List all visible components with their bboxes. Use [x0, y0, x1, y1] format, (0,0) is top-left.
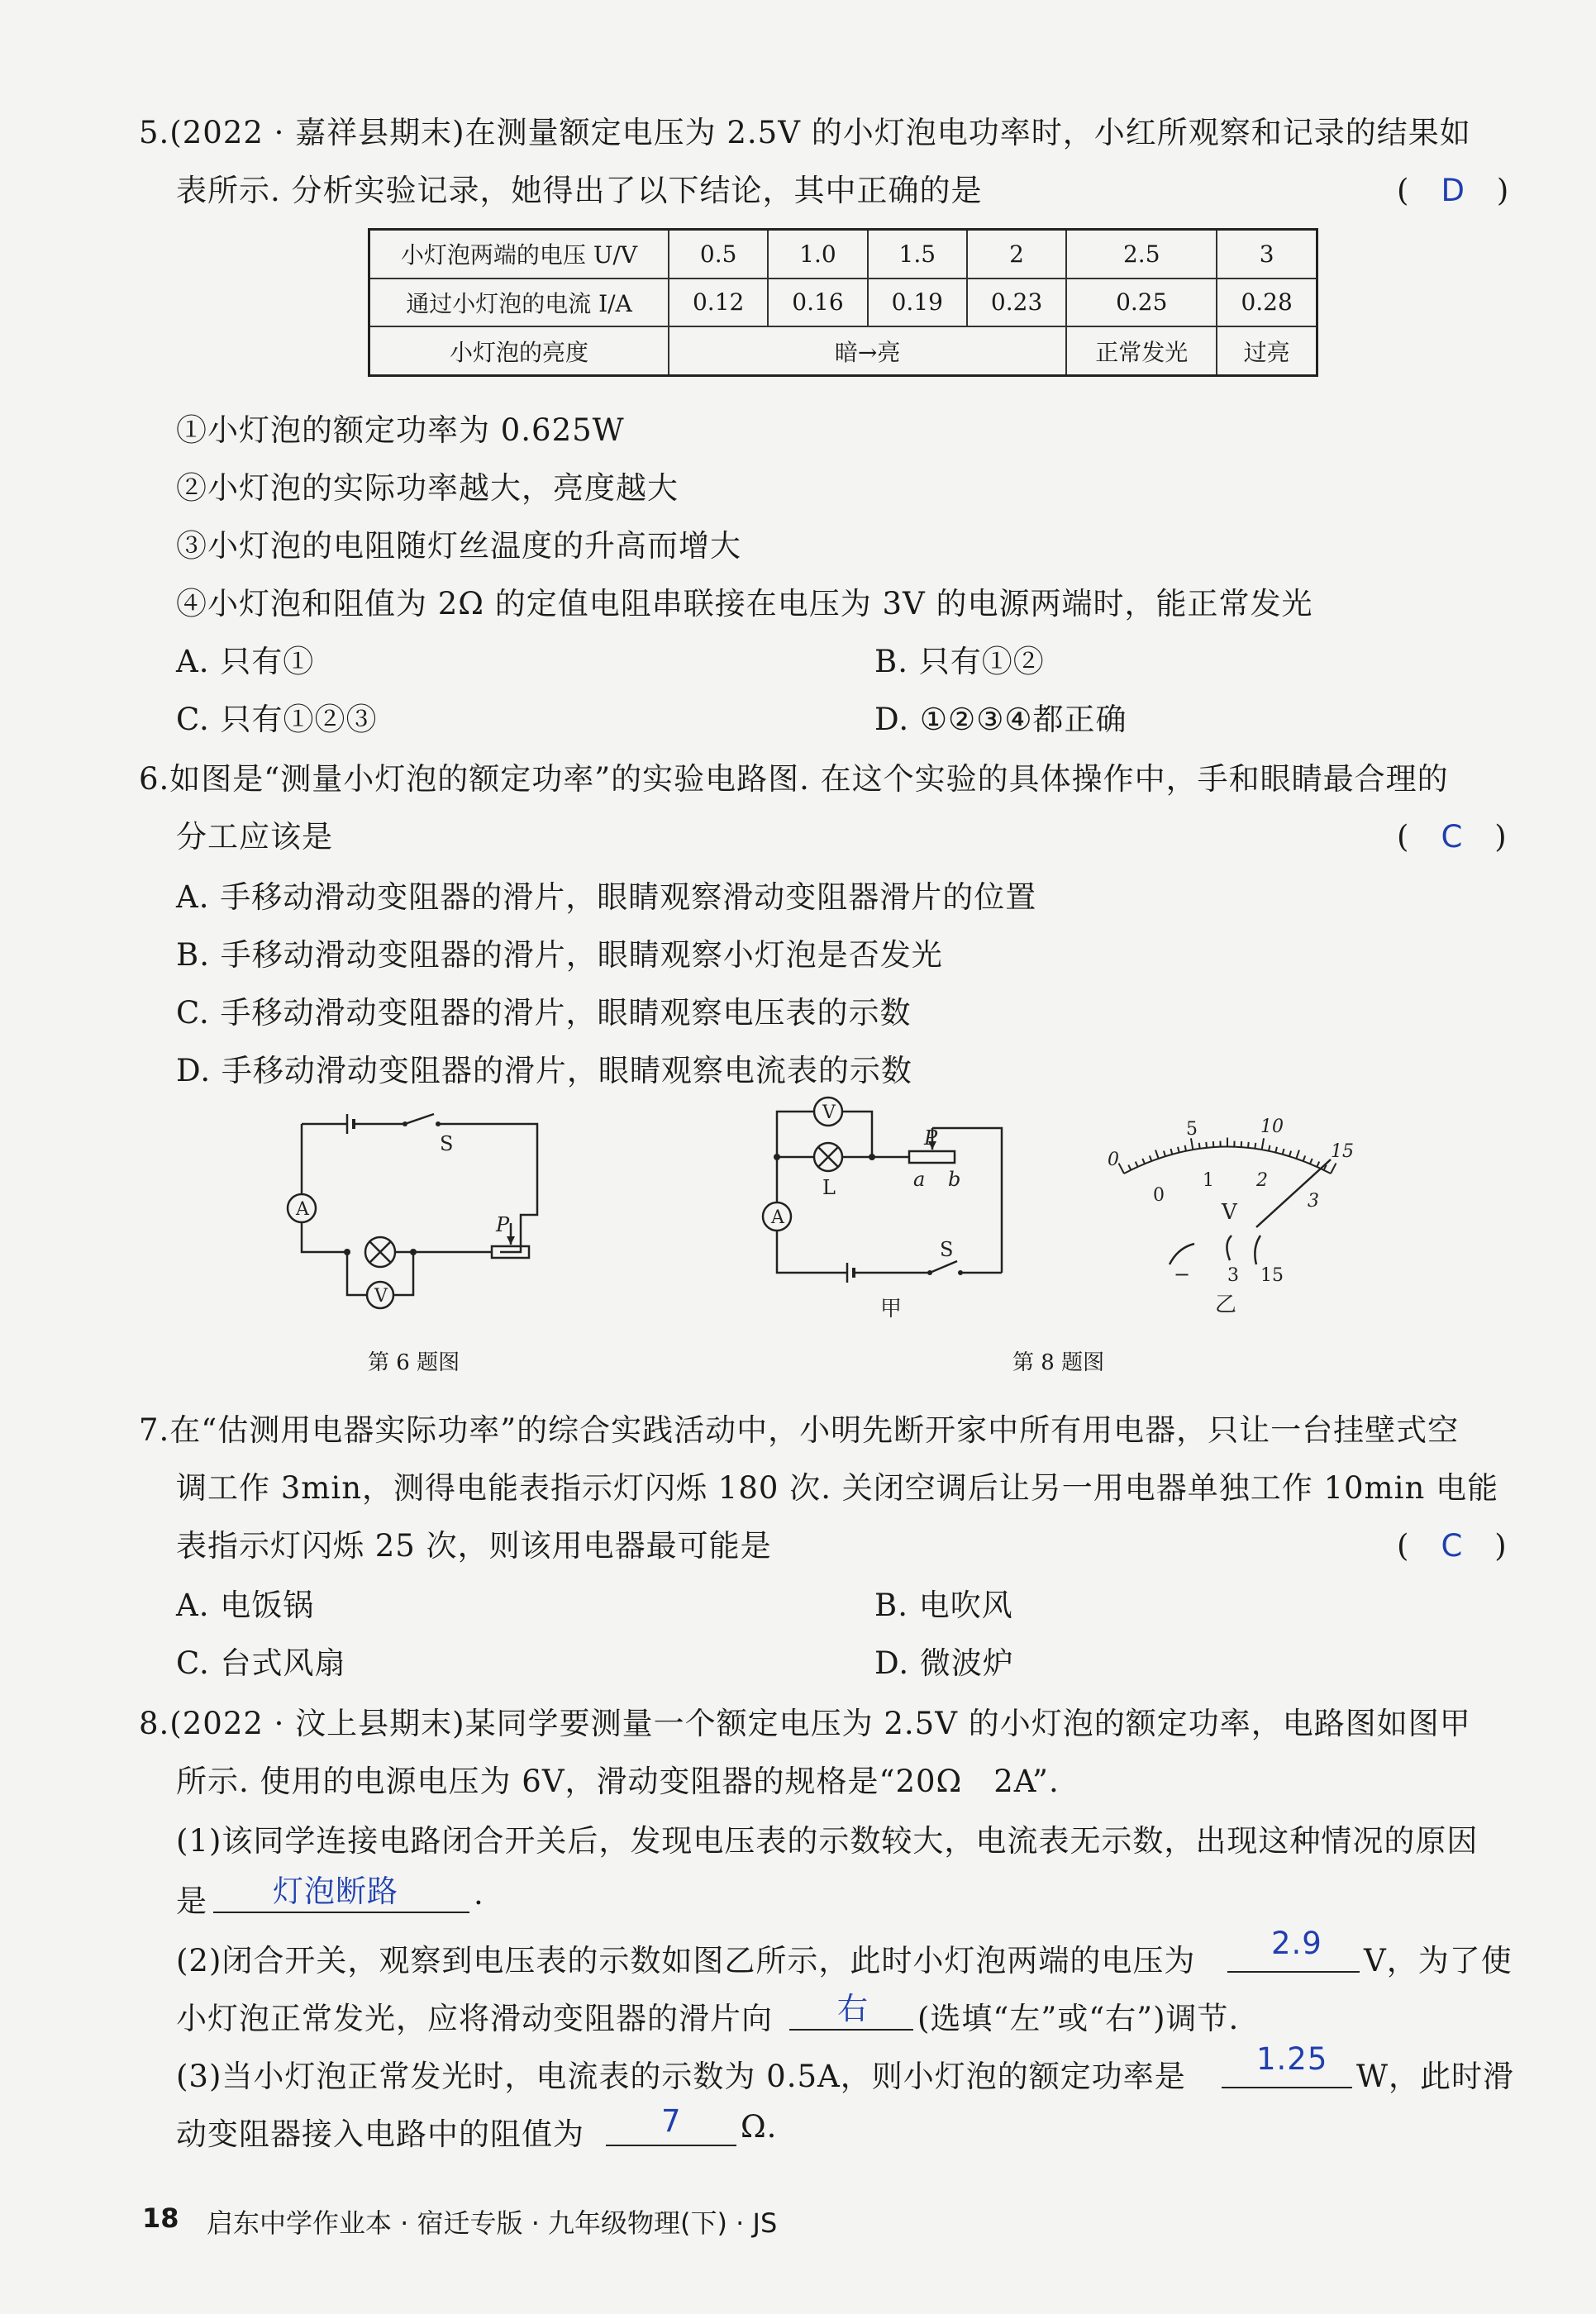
q6-option-b: B. 手移动滑动变阻器的滑片，眼睛观察小灯泡是否发光 — [176, 937, 943, 973]
page-number: 18 — [142, 2202, 179, 2234]
scale-top-10: 10 — [1260, 1117, 1284, 1137]
q8-part3-text-b: W，此时滑 — [1356, 2059, 1515, 2094]
table-row — [369, 279, 1317, 327]
q8-part3-blank2 — [606, 2145, 736, 2146]
q8-part1-line1: (1)该同学连接电路闭合开关后，发现电压表的示数较大，电流表无示数，出现这种情况的原因 — [176, 1823, 1479, 1859]
fig8-circuit-diagram — [744, 1083, 1025, 1339]
fig8-label-jia: 甲 — [880, 1297, 903, 1321]
table-cell: 3 — [1217, 230, 1317, 279]
meter-tick — [1206, 1142, 1207, 1148]
q6-stem-line1: 6.如图是“测量小灯泡的额定功率”的实验电路图. 在这个实验的具体操作中，手和眼睛最合理的 — [139, 761, 1449, 797]
table-row — [369, 326, 1317, 375]
q8-part3-text-d: Ω. — [741, 2109, 778, 2145]
meter-tick — [1128, 1165, 1131, 1170]
q8-part1-answer: 灯泡断路 — [273, 1874, 398, 1909]
fig8-voltmeter-dial — [1091, 1095, 1372, 1326]
q8-part2-blank1 — [1227, 1971, 1360, 1973]
q5-stem-line1: 5.(2022 · 嘉祥县期末)在测量额定电压为 2.5V 的小灯泡电功率时，小红所观察和记录的结果如 — [139, 115, 1471, 150]
meter-tick — [1303, 1155, 1305, 1161]
q8-part2-text-d: (选填“左”或“右”)调节. — [917, 2001, 1240, 2036]
table-cell: 0.19 — [868, 279, 967, 327]
q7-option-a: A. 电饭锅 — [176, 1588, 315, 1623]
scale-top-0: 0 — [1108, 1150, 1119, 1170]
fig6-label-v: V — [374, 1286, 388, 1307]
fig6-label-p: P — [496, 1213, 510, 1236]
terminal-3: 3 — [1227, 1265, 1239, 1286]
meter-tick — [1199, 1143, 1200, 1149]
meter-tick — [1155, 1150, 1159, 1159]
meter-tick — [1310, 1159, 1313, 1164]
q7-stem-line3: 表指示灯闪烁 25 次，则该用电器最可能是 — [176, 1528, 772, 1564]
fig8-caption: 第 8 题图 — [1012, 1350, 1105, 1375]
q8-part1-blank — [213, 1912, 469, 1913]
meter-tick — [1248, 1142, 1249, 1148]
meter-tick — [1269, 1145, 1270, 1151]
q8-part2-text-c: 小灯泡正常发光，应将滑动变阻器的滑片向 — [176, 2001, 773, 2036]
footer-title: 启东中学作业本 · 宿迁专版 · 九年级物理(下) · JS — [207, 2207, 778, 2239]
fig8-label-yi: 乙 — [1215, 1293, 1237, 1317]
table-cell: 暗→亮 — [669, 326, 1066, 375]
scale-bottom-2: 2 — [1256, 1170, 1268, 1191]
table-cell: 正常发光 — [1066, 326, 1217, 375]
table-cell: 0.25 — [1066, 279, 1217, 327]
meter-tick — [1170, 1149, 1172, 1155]
q8-part2-answer1: 2.9 — [1271, 1926, 1322, 1961]
q8-part2-text-a: (2)闭合开关，观察到电压表的示数如图乙所示，此时小灯泡两端的电压为 — [176, 1943, 1196, 1978]
terminal-15: 15 — [1260, 1265, 1284, 1286]
table-cell: 0.28 — [1217, 279, 1317, 327]
q8-part1-period: . — [474, 1876, 484, 1912]
meter-tick — [1142, 1159, 1145, 1164]
fig8-label-v: V — [822, 1102, 836, 1123]
q7-answer: C — [1441, 1528, 1464, 1564]
q7-option-c: C. 台式风扇 — [176, 1645, 346, 1681]
q8-stem-line2: 所示. 使用的电源电压为 6V，滑动变阻器的规格是“20Ω 2A”. — [176, 1764, 1060, 1799]
q8-part3-answer1: 1.25 — [1256, 2041, 1328, 2077]
fig6-caption: 第 6 题图 — [368, 1350, 460, 1375]
q8-part1-prefix: 是 — [176, 1883, 207, 1919]
q6-answer-bracket: ( C ) — [1397, 819, 1508, 855]
scale-bottom-3: 3 — [1308, 1191, 1319, 1212]
table-cell: 0.23 — [967, 279, 1066, 327]
q8-part2-answer2: 右 — [837, 1991, 869, 2026]
q5-option-c: C. 只有①②③ — [176, 702, 378, 737]
q8-part3-text-a: (3)当小灯泡正常发光时，电流表的示数为 0.5A，则小灯泡的额定功率是 — [176, 2059, 1186, 2094]
meter-tick — [1296, 1150, 1299, 1159]
scale-bottom-0: 0 — [1153, 1185, 1165, 1206]
row-label: 小灯泡的亮度 — [369, 326, 669, 375]
terminal-minus: − — [1174, 1263, 1191, 1286]
q5-option-a: A. 只有① — [176, 644, 315, 679]
meter-tick — [1331, 1164, 1336, 1174]
q8-part3-answer2: 7 — [661, 2103, 682, 2139]
fig8-label-l: L — [822, 1176, 836, 1199]
row-label: 通过小灯泡的电流 I/A — [369, 279, 669, 327]
table-cell: 0.12 — [669, 279, 768, 327]
q5-option-d: D. ①②③④都正确 — [874, 702, 1127, 737]
meter-tick — [1262, 1138, 1264, 1150]
row-label: 小灯泡两端的电压 U/V — [369, 230, 669, 279]
meter-tick — [1178, 1147, 1179, 1153]
fig8-label-p: P — [924, 1126, 938, 1150]
fig8-label-a-end: a — [913, 1168, 926, 1191]
meter-tick — [1283, 1149, 1284, 1155]
q5-statement-3: ③小灯泡的电阻随灯丝温度的升高而增大 — [176, 528, 741, 564]
q5-statement-4: ④小灯泡和阻值为 2Ω 的定值电阻串联接在电压为 3V 的电源两端时，能正常发光 — [176, 586, 1313, 621]
q5-stem-line2: 表所示. 分析实验记录，她得出了以下结论，其中正确的是 — [176, 173, 983, 208]
q8-part2-text-b: V，为了使 — [1364, 1943, 1513, 1978]
table-cell: 2 — [967, 230, 1066, 279]
meter-tick — [1289, 1151, 1291, 1157]
fig6-circuit-diagram — [264, 1107, 545, 1339]
table-cell: 2.5 — [1066, 230, 1217, 279]
fig6-label-a: A — [296, 1199, 309, 1220]
q7-option-b: B. 电吹风 — [874, 1588, 1013, 1623]
meter-tick — [1275, 1147, 1277, 1153]
q6-option-c: C. 手移动滑动变阻器的滑片，眼睛观察电压表的示数 — [176, 995, 912, 1031]
scale-top-5: 5 — [1186, 1119, 1198, 1140]
meter-tick — [1119, 1164, 1124, 1174]
q6-option-d: D. 手移动滑动变阻器的滑片，眼睛观察电流表的示数 — [176, 1053, 912, 1088]
q6-option-a: A. 手移动滑动变阻器的滑片，眼睛观察滑动变阻器滑片的位置 — [176, 879, 1037, 915]
meter-tick — [1164, 1151, 1165, 1157]
table-cell: 1.5 — [868, 230, 967, 279]
table-row — [369, 230, 1317, 279]
q8-part2-blank2 — [789, 2029, 913, 2031]
fig6-label-s: S — [440, 1132, 454, 1155]
q6-stem-line2: 分工应该是 — [176, 819, 333, 855]
meter-tick — [1150, 1155, 1151, 1161]
q8-part3-text-c: 动变阻器接入电路中的阻值为 — [176, 2116, 584, 2152]
q7-option-d: D. 微波炉 — [874, 1645, 1014, 1681]
q8-stem-line1: 8.(2022 · 汶上县期末)某同学要测量一个额定电压为 2.5V 的小灯泡的额定功率，电路图如图甲 — [139, 1706, 1471, 1741]
table-cell: 0.5 — [669, 230, 768, 279]
meter-tick — [1185, 1145, 1186, 1151]
q7-stem-line1: 7.在“估测用电器实际功率”的综合实践活动中，小明先断开家中所有用电器，只让一台挂壁式空 — [139, 1412, 1460, 1448]
q5-statement-1: ①小灯泡的额定功率为 0.625W — [176, 412, 625, 448]
table-cell: 过亮 — [1217, 326, 1317, 375]
q8-part3-blank1 — [1222, 2087, 1352, 2088]
q5-option-b: B. 只有①② — [874, 644, 1045, 679]
q7-stem-line2: 调工作 3min，测得电能表指示灯闪烁 180 次. 关闭空调后让另一用电器单独工作 10min 电能 — [176, 1470, 1499, 1506]
q7-answer-bracket: ( C ) — [1397, 1528, 1508, 1564]
fig8-label-s: S — [940, 1238, 954, 1261]
fig8-label-b-end: b — [948, 1168, 961, 1191]
table-cell: 0.16 — [768, 279, 867, 327]
table-cell: 1.0 — [768, 230, 867, 279]
q5-answer: D — [1441, 173, 1465, 208]
scale-top-15: 15 — [1331, 1141, 1354, 1162]
meter-unit: V — [1222, 1200, 1237, 1225]
meter-tick — [1191, 1138, 1193, 1150]
fig8-label-a: A — [771, 1207, 784, 1228]
q5-data-table — [368, 228, 1318, 377]
meter-tick — [1317, 1162, 1319, 1167]
meter-tick — [1136, 1162, 1138, 1167]
scale-bottom-1: 1 — [1203, 1170, 1214, 1191]
q6-answer: C — [1441, 819, 1464, 855]
q5-statement-2: ②小灯泡的实际功率越大，亮度越大 — [176, 470, 679, 506]
q5-answer-bracket: ( D ) — [1397, 173, 1510, 208]
